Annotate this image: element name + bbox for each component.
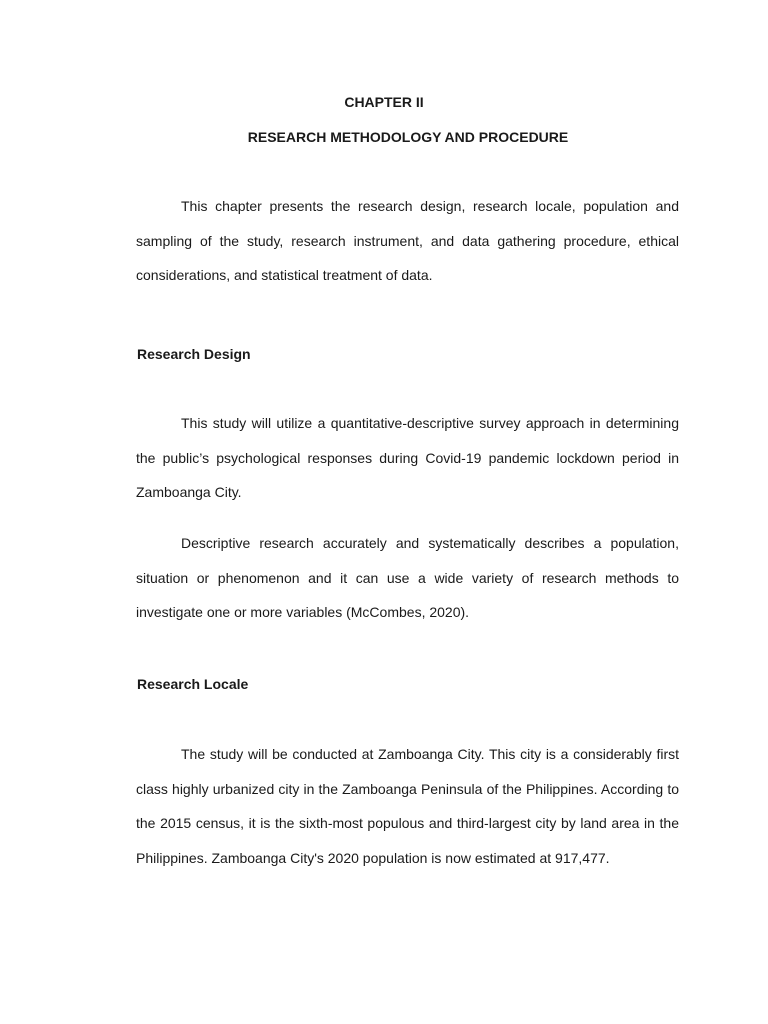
- chapter-title: RESEARCH METHODOLOGY AND PROCEDURE: [247, 129, 569, 145]
- section-heading-research-locale: Research Locale: [137, 676, 249, 692]
- research-design-paragraph-2: Descriptive research accurately and systematically describes a population, situation or phenomenon and it can use a wide variety of research methods to investigate one or more variables (McCombes, 2020).: [136, 535, 679, 620]
- chapter-number: CHAPTER II: [344, 94, 424, 110]
- research-locale-paragraph-1: The study will be conducted at Zamboanga City. This city is a considerably first class highly urbanized city in the Zamboanga Peninsula of the Philippines. According to the 2015 census, it is the sixth-most populous and third-largest city by land area in the Philippines. Zamboanga City's 2020 population is now estimated at 917,477.: [136, 746, 679, 866]
- research-design-paragraph-1: This study will utilize a quantitative-descriptive survey approach in determining the public’s psychological responses during Covid-19 pandemic lockdown period in Zamboanga City.: [136, 415, 679, 500]
- intro-paragraph: This chapter presents the research design, research locale, population and sampling of the study, research instrument, and data gathering procedure, ethical considerations, and statistical treatment of data.: [136, 198, 679, 283]
- section-heading-research-design: Research Design: [137, 346, 251, 362]
